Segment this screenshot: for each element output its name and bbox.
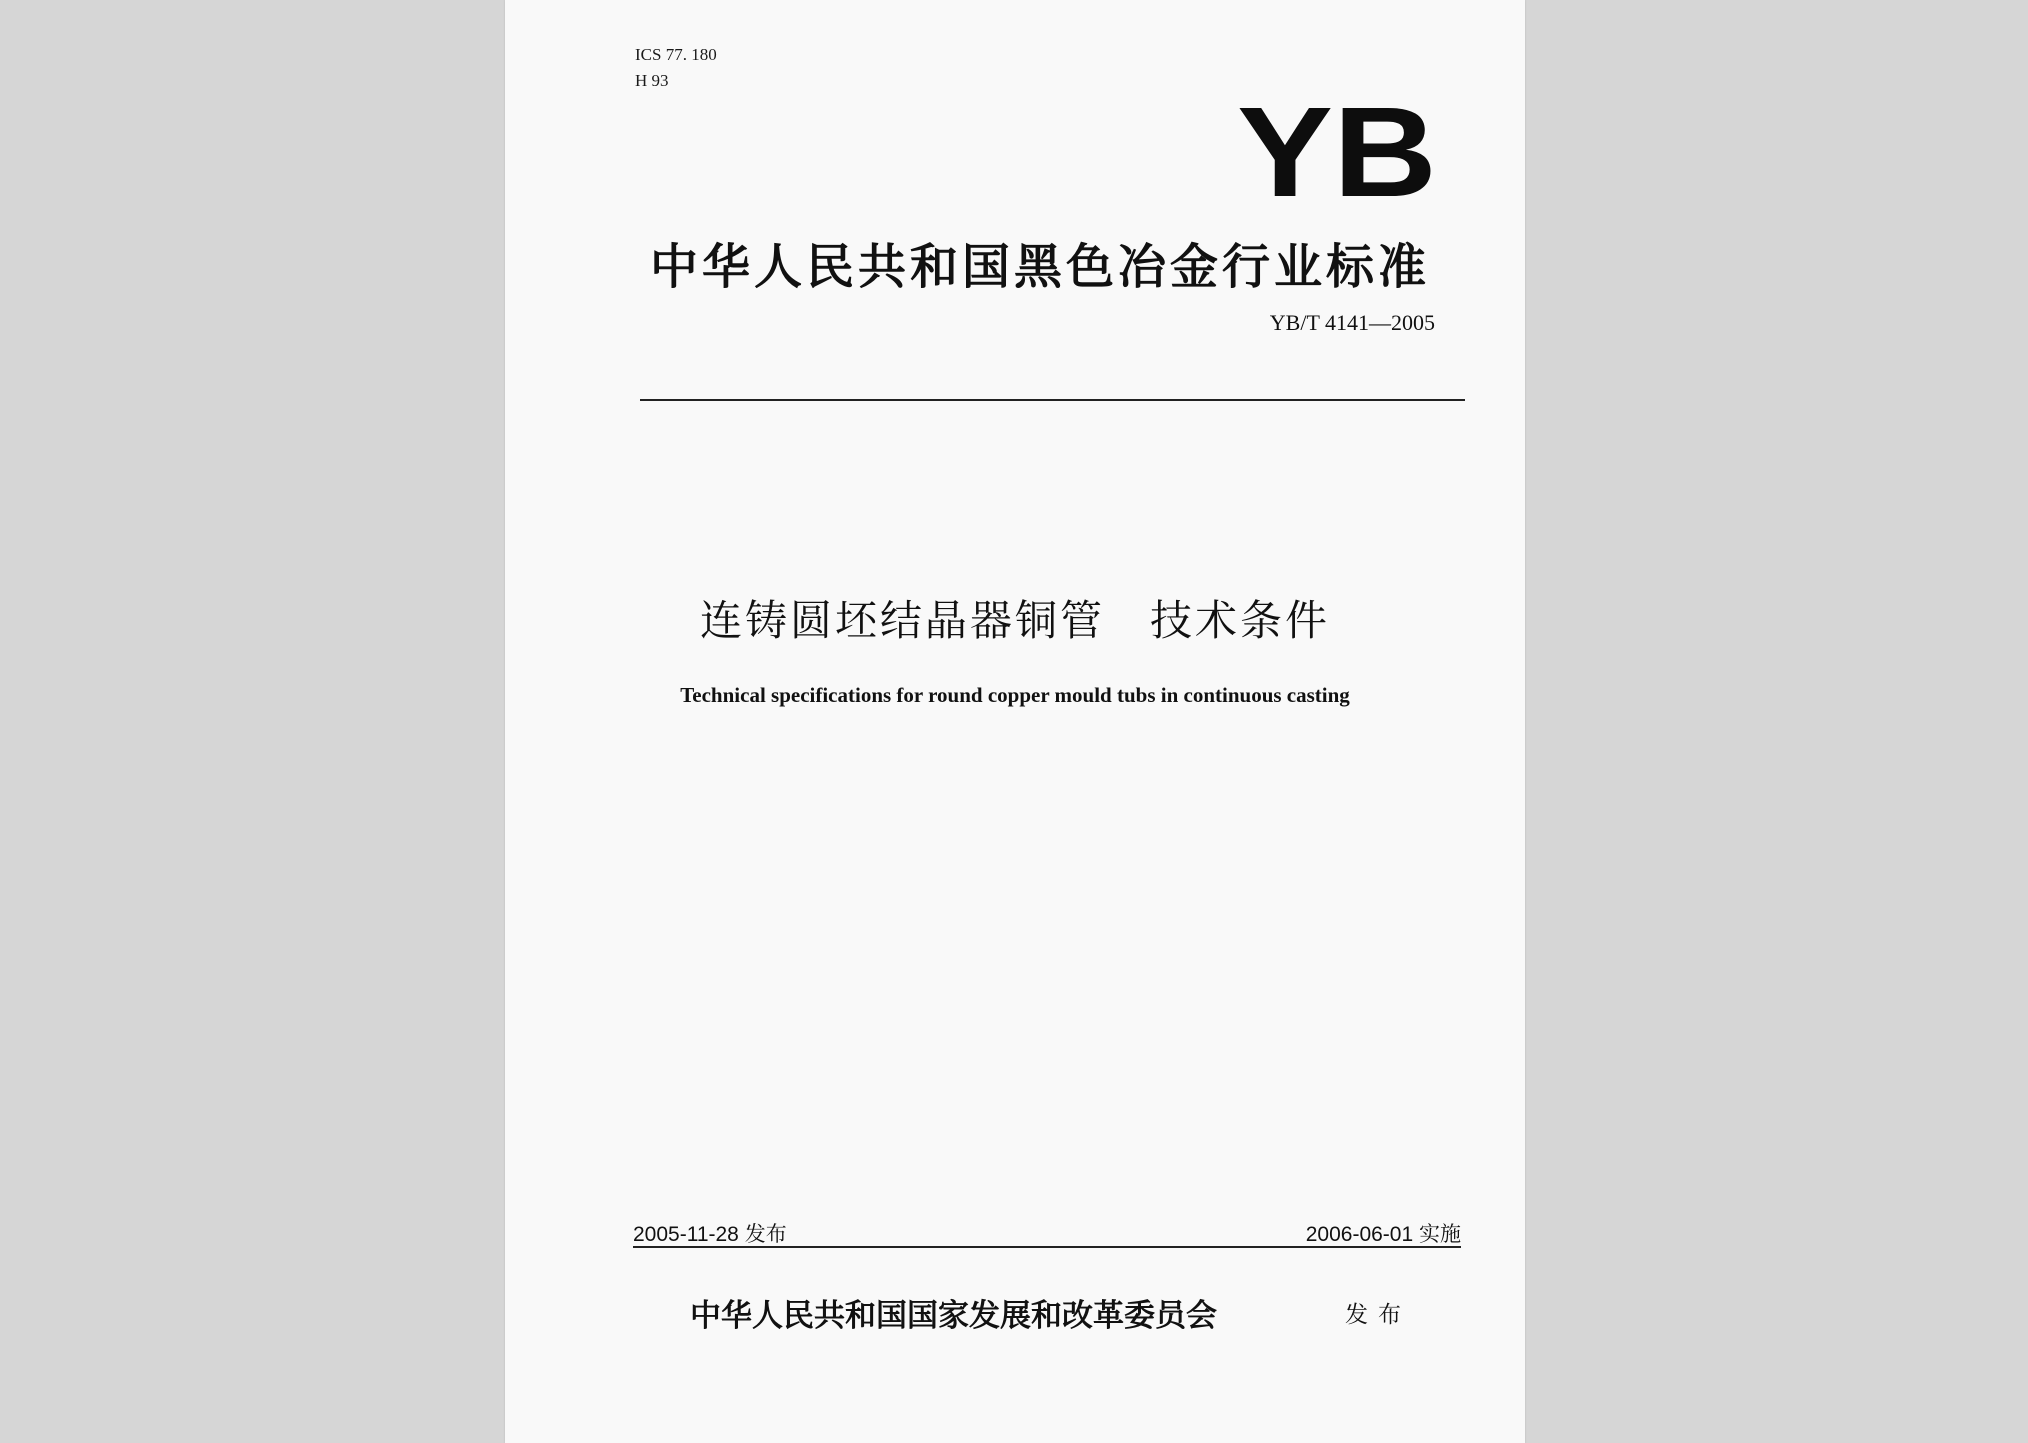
header-divider [640,399,1465,401]
yb-logo-text: YB [1237,100,1437,200]
english-title: Technical specifications for round copper mould tubs in continuous casting [680,683,1350,707]
footer-divider [633,1246,1461,1248]
effective-date: 2006-06-01 实施 [1305,1223,1461,1246]
yb-logo [1235,100,1440,200]
standard-number: YB/T 4141—2005 [1269,310,1435,335]
publisher-name: 中华人民共和国国家发展和改革委员会 [690,1298,1217,1334]
issue-date: 2005-11-28 发布 [633,1223,787,1246]
category-code: H 93 [635,71,669,90]
ics-code: ICS 77. 180 [635,45,717,64]
chinese-title: 连铸圆坯结晶器铜管 技术条件 [699,596,1330,645]
publish-label: 发布 [1345,1302,1411,1328]
classification-codes [635,42,717,94]
document-page [505,0,1525,1443]
industry-standard-title: 中华人民共和国黑色冶金行业标准 [650,239,1431,295]
